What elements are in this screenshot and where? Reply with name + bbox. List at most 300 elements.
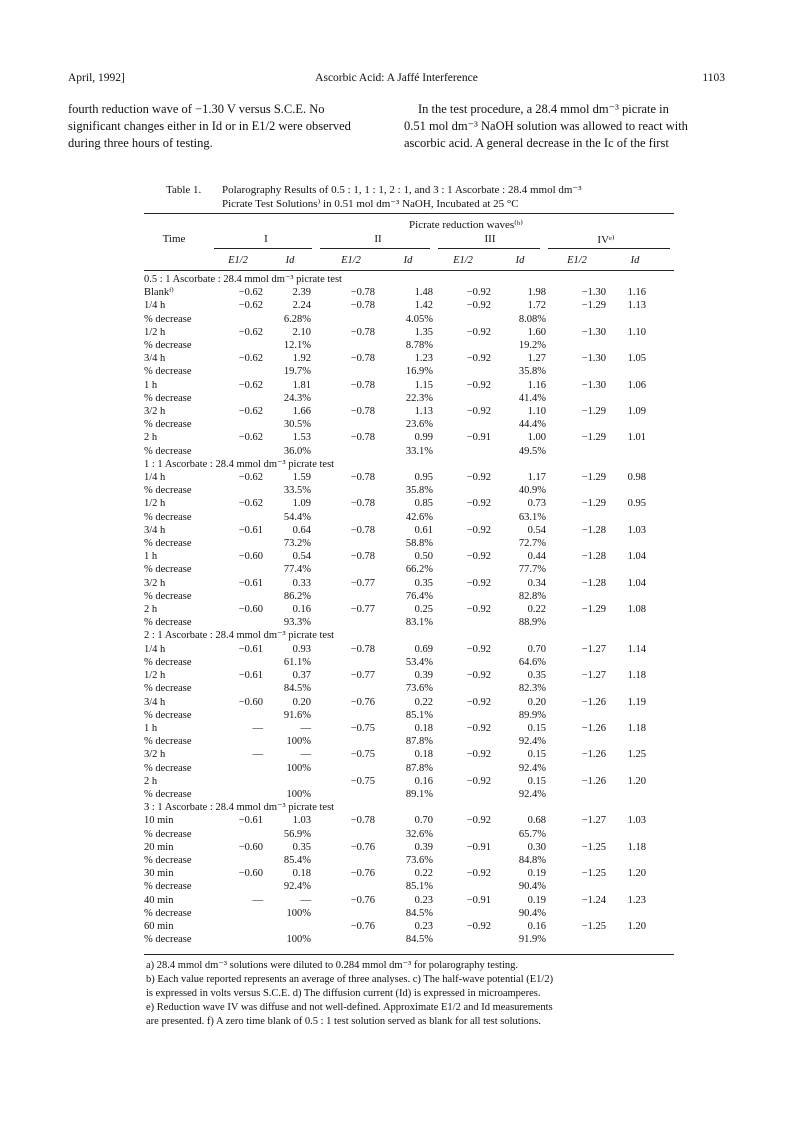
value-cell: 1.48 [414, 287, 433, 299]
value-cell: 0.85 [414, 498, 433, 510]
value-cell: 88.9% [518, 617, 546, 629]
value-cell: 1.23 [414, 353, 433, 365]
section-header-row [144, 801, 646, 814]
value-cell: 77.4% [283, 564, 311, 576]
value-cell: −0.60 [238, 604, 263, 616]
value-cell: 1.19 [627, 696, 646, 708]
value-cell: 100% [286, 907, 311, 919]
column-header-waves-group: Picrate reduction waves⁽ᵇ⁾ [409, 219, 523, 231]
value-cell: 2.10 [292, 326, 311, 338]
value-cell [433, 907, 491, 920]
value-cell [546, 788, 606, 801]
time-cell: 3/2 h [144, 749, 166, 761]
value-cell [546, 854, 606, 867]
value-cell [216, 788, 263, 801]
value-cell: 0.16 [414, 775, 433, 787]
value-cell: −0.61 [238, 643, 263, 655]
value-cell: 1.03 [627, 815, 646, 827]
subheader-e-half-2: E1/2 [341, 255, 361, 266]
value-cell: 49.5% [518, 445, 546, 457]
column-header-wave-4: IVᵉ⁾ [597, 234, 615, 246]
subheader-e-half-4: E1/2 [567, 255, 587, 266]
value-cell: 63.1% [518, 511, 546, 523]
value-cell [433, 788, 491, 801]
table-row [144, 696, 646, 709]
value-cell: 1.27 [527, 353, 546, 365]
value-cell: −0.60 [238, 696, 263, 708]
value-cell: 86.2% [283, 590, 311, 602]
value-cell: −1.28 [581, 577, 606, 589]
body-line: significant changes either in Id or in E1/2 were observed [68, 119, 351, 133]
value-cell: 85.1% [405, 709, 433, 721]
value-cell: −0.92 [466, 868, 491, 880]
time-cell: % decrease [144, 709, 192, 721]
value-cell: — [252, 894, 263, 906]
wave-3-span-rule [438, 248, 540, 249]
value-cell: 0.69 [414, 643, 433, 655]
value-cell: 1.13 [414, 406, 433, 418]
value-cell: 0.73 [527, 498, 546, 510]
table-row [144, 880, 646, 893]
table-row [144, 392, 646, 405]
value-cell [216, 762, 263, 775]
value-cell [433, 682, 491, 695]
footnote-line: a) 28.4 mmol dm⁻³ solutions were diluted to 0.284 mmol dm⁻³ for polarography testing. [146, 960, 519, 971]
value-cell: 0.22 [527, 604, 546, 616]
value-cell: −1.24 [581, 894, 606, 906]
table-row [144, 590, 646, 603]
table-row [144, 669, 646, 682]
table-row [144, 313, 646, 326]
value-cell: 54.4% [283, 511, 311, 523]
subheader-id-1: Id [285, 255, 295, 266]
value-cell [311, 418, 375, 431]
value-cell: 0.25 [414, 604, 433, 616]
value-cell: −0.92 [466, 815, 491, 827]
wave-1-span-rule [214, 248, 312, 249]
value-cell [311, 762, 375, 775]
value-cell: −0.62 [238, 379, 263, 391]
value-cell: 1.20 [627, 920, 646, 932]
value-cell [546, 762, 606, 775]
table-row [144, 722, 646, 735]
value-cell [216, 920, 263, 933]
value-cell [606, 656, 646, 669]
value-cell [216, 775, 263, 788]
table-row [144, 431, 646, 444]
value-cell: 0.54 [292, 551, 311, 563]
value-cell: 1.00 [527, 432, 546, 444]
table-row [144, 709, 646, 722]
value-cell: −0.76 [350, 841, 375, 853]
value-cell: 56.9% [283, 828, 311, 840]
value-cell: −0.92 [466, 643, 491, 655]
table-row [144, 788, 646, 801]
value-cell: −0.92 [466, 696, 491, 708]
value-cell: 1.35 [414, 326, 433, 338]
value-cell: −1.25 [581, 841, 606, 853]
value-cell [606, 365, 646, 378]
table-row [144, 511, 646, 524]
time-cell: 1/2 h [144, 326, 166, 338]
value-cell [311, 682, 375, 695]
value-cell: 92.4% [518, 736, 546, 748]
value-cell: 41.4% [518, 392, 546, 404]
time-cell: 1 h [144, 379, 158, 391]
value-cell: 91.9% [518, 934, 546, 946]
value-cell [546, 735, 606, 748]
body-text-right-column [404, 101, 730, 152]
value-cell [311, 590, 375, 603]
table-row [144, 643, 646, 656]
value-cell [311, 709, 375, 722]
footnote-line: e) Reduction wave IV was diffuse and not well-defined. Approximate E1/2 and Id measurements [146, 1002, 553, 1013]
value-cell [216, 511, 263, 524]
value-cell: −1.29 [581, 300, 606, 312]
time-cell: 40 min [144, 894, 174, 906]
value-cell: 1.18 [627, 841, 646, 853]
value-cell: 0.61 [414, 524, 433, 536]
value-cell: −0.78 [350, 498, 375, 510]
section-title: 2 : 1 Ascorbate : 28.4 mmol dm⁻³ picrate test [144, 630, 335, 642]
table-row [144, 656, 646, 669]
value-cell: 0.15 [527, 722, 546, 734]
value-cell: −0.78 [350, 815, 375, 827]
value-cell [606, 828, 646, 841]
value-cell: −0.92 [466, 300, 491, 312]
value-cell: 4.05% [405, 313, 433, 325]
value-cell [311, 563, 375, 576]
value-cell [546, 880, 606, 893]
time-cell: % decrease [144, 683, 192, 695]
value-cell: 8.08% [518, 313, 546, 325]
value-cell: 1.15 [414, 379, 433, 391]
value-cell: 6.28% [283, 313, 311, 325]
value-cell [433, 762, 491, 775]
time-cell: % decrease [144, 340, 192, 352]
value-cell: 1.16 [527, 379, 546, 391]
value-cell: 1.98 [527, 287, 546, 299]
value-cell: 1.13 [627, 300, 646, 312]
body-line: 0.51 mol dm⁻³ NaOH solution was allowed to react with [404, 119, 688, 133]
value-cell [546, 563, 606, 576]
value-cell [606, 392, 646, 405]
polarography-table [144, 273, 646, 946]
section-title: 1 : 1 Ascorbate : 28.4 mmol dm⁻³ picrate test [144, 458, 335, 470]
value-cell [433, 735, 491, 748]
value-cell: 87.8% [405, 736, 433, 748]
value-cell [433, 445, 491, 458]
value-cell [546, 484, 606, 497]
value-cell: −0.76 [350, 920, 375, 932]
value-cell: −0.92 [466, 353, 491, 365]
value-cell [546, 933, 606, 946]
value-cell [216, 445, 263, 458]
table-row [144, 933, 646, 946]
time-cell: % decrease [144, 881, 192, 893]
value-cell: −0.61 [238, 577, 263, 589]
value-cell: −0.75 [350, 722, 375, 734]
subheader-id-3: Id [515, 255, 525, 266]
value-cell: — [300, 894, 311, 906]
column-header-wave-2: II [374, 233, 382, 245]
value-cell [311, 313, 375, 326]
value-cell [433, 392, 491, 405]
value-cell [606, 445, 646, 458]
value-cell [311, 616, 375, 629]
table-bottom-rule [144, 954, 674, 955]
time-cell: 3/4 h [144, 696, 166, 708]
value-cell [311, 933, 375, 946]
value-cell: −1.28 [581, 551, 606, 563]
time-cell: % decrease [144, 617, 192, 629]
value-cell: −1.30 [581, 287, 606, 299]
value-cell: −0.78 [350, 472, 375, 484]
table-row [144, 405, 646, 418]
value-cell: 0.19 [527, 868, 546, 880]
value-cell: 0.18 [292, 868, 311, 880]
value-cell: 100% [286, 736, 311, 748]
value-cell: −0.76 [350, 696, 375, 708]
value-cell: −0.62 [238, 472, 263, 484]
value-cell: 1.14 [627, 643, 646, 655]
value-cell [216, 339, 263, 352]
value-cell [546, 418, 606, 431]
value-cell: −1.29 [581, 604, 606, 616]
value-cell [216, 563, 263, 576]
value-cell: 0.34 [527, 577, 546, 589]
value-cell: 84.5% [405, 907, 433, 919]
value-cell: 0.44 [527, 551, 546, 563]
value-cell: 100% [286, 762, 311, 774]
value-cell [216, 682, 263, 695]
value-cell [546, 537, 606, 550]
value-cell: — [300, 749, 311, 761]
value-cell: 40.9% [518, 485, 546, 497]
value-cell: 92.4% [518, 762, 546, 774]
value-cell [546, 590, 606, 603]
value-cell: −1.25 [581, 920, 606, 932]
value-cell [216, 709, 263, 722]
value-cell: −1.25 [581, 868, 606, 880]
value-cell: 90.4% [518, 881, 546, 893]
table-row [144, 418, 646, 431]
value-cell: −1.29 [581, 498, 606, 510]
value-cell [546, 445, 606, 458]
time-cell: % decrease [144, 313, 192, 325]
footnote-line: is expressed in volts versus S.C.E. d) The diffusion current (Id) is expressed in microamperes. [146, 988, 541, 999]
value-cell [606, 616, 646, 629]
value-cell [216, 365, 263, 378]
table-row [144, 445, 646, 458]
value-cell: 91.6% [283, 709, 311, 721]
value-cell [433, 828, 491, 841]
value-cell: 84.5% [405, 934, 433, 946]
time-cell: Blankᶠ⁾ [144, 287, 174, 299]
value-cell: 33.1% [405, 445, 433, 457]
header-bottom-rule [144, 270, 674, 271]
value-cell: 0.93 [292, 643, 311, 655]
value-cell [311, 907, 375, 920]
value-cell: −0.78 [350, 524, 375, 536]
value-cell: 0.15 [527, 749, 546, 761]
value-cell: 1.10 [527, 406, 546, 418]
value-cell [546, 511, 606, 524]
value-cell [311, 828, 375, 841]
value-cell [546, 339, 606, 352]
value-cell [433, 709, 491, 722]
value-cell: 84.8% [518, 854, 546, 866]
value-cell: 0.70 [414, 815, 433, 827]
value-cell: 0.30 [527, 841, 546, 853]
body-text-left-column [68, 101, 394, 152]
value-cell: −0.60 [238, 868, 263, 880]
table-row [144, 682, 646, 695]
value-cell: 1.03 [292, 815, 311, 827]
time-cell: % decrease [144, 538, 192, 550]
value-cell [606, 313, 646, 326]
value-cell: 1.53 [292, 432, 311, 444]
table-row [144, 775, 646, 788]
value-cell: 33.5% [283, 485, 311, 497]
time-cell: % decrease [144, 907, 192, 919]
value-cell: 66.2% [405, 564, 433, 576]
value-cell [606, 418, 646, 431]
value-cell: 64.6% [518, 656, 546, 668]
time-cell: 1/4 h [144, 300, 166, 312]
value-cell: 0.19 [527, 894, 546, 906]
time-cell: 1/2 h [144, 670, 166, 682]
value-cell [606, 854, 646, 867]
value-cell: −0.61 [238, 524, 263, 536]
value-cell: 93.3% [283, 617, 311, 629]
wave-4-span-rule [548, 248, 670, 249]
table-row [144, 524, 646, 537]
value-cell: −0.92 [466, 287, 491, 299]
value-cell: 58.8% [405, 538, 433, 550]
value-cell: 0.22 [414, 868, 433, 880]
value-cell [311, 854, 375, 867]
time-cell: 30 min [144, 868, 174, 880]
value-cell: 44.4% [518, 419, 546, 431]
table-row [144, 603, 646, 616]
value-cell: −0.76 [350, 868, 375, 880]
value-cell: 0.95 [414, 472, 433, 484]
value-cell: 1.17 [527, 472, 546, 484]
value-cell [216, 656, 263, 669]
value-cell: 19.2% [518, 340, 546, 352]
value-cell [311, 537, 375, 550]
value-cell: 16.9% [405, 366, 433, 378]
value-cell [606, 709, 646, 722]
value-cell [606, 735, 646, 748]
value-cell [216, 828, 263, 841]
time-cell: 20 min [144, 841, 174, 853]
value-cell: 22.3% [405, 392, 433, 404]
value-cell: −0.92 [466, 775, 491, 787]
value-cell: 1.05 [627, 353, 646, 365]
value-cell: 73.2% [283, 538, 311, 550]
time-cell: % decrease [144, 762, 192, 774]
value-cell: −0.78 [350, 643, 375, 655]
body-line: during three hours of testing. [68, 136, 213, 150]
value-cell: 24.3% [283, 392, 311, 404]
value-cell: 1.23 [627, 894, 646, 906]
value-cell: 0.99 [414, 432, 433, 444]
value-cell: −0.92 [466, 326, 491, 338]
value-cell [216, 590, 263, 603]
value-cell: 0.39 [414, 670, 433, 682]
value-cell [433, 616, 491, 629]
value-cell [216, 880, 263, 893]
time-cell: % decrease [144, 590, 192, 602]
value-cell [546, 313, 606, 326]
value-cell: — [252, 749, 263, 761]
value-cell: −1.29 [581, 432, 606, 444]
table-row [144, 907, 646, 920]
body-line: ascorbic acid. A general decrease in the Ic of the first [404, 136, 669, 150]
value-cell: −1.26 [581, 749, 606, 761]
value-cell: — [300, 722, 311, 734]
value-cell [606, 339, 646, 352]
value-cell [216, 537, 263, 550]
value-cell: 82.8% [518, 590, 546, 602]
value-cell: −1.30 [581, 353, 606, 365]
value-cell: 0.95 [627, 498, 646, 510]
value-cell [606, 762, 646, 775]
value-cell: 72.7% [518, 538, 546, 550]
value-cell [606, 590, 646, 603]
value-cell: 0.16 [292, 604, 311, 616]
value-cell: 0.20 [292, 696, 311, 708]
time-cell: % decrease [144, 656, 192, 668]
value-cell: 1.25 [627, 749, 646, 761]
time-cell: 2 h [144, 775, 158, 787]
value-cell [311, 484, 375, 497]
time-cell: % decrease [144, 419, 192, 431]
value-cell: −1.27 [581, 643, 606, 655]
time-cell: % decrease [144, 854, 192, 866]
value-cell: −0.78 [350, 432, 375, 444]
value-cell [433, 590, 491, 603]
value-cell: 0.39 [414, 841, 433, 853]
value-cell [311, 735, 375, 748]
value-cell: −0.62 [238, 326, 263, 338]
value-cell [311, 339, 375, 352]
value-cell [311, 788, 375, 801]
value-cell: −1.26 [581, 722, 606, 734]
value-cell: 1.09 [292, 498, 311, 510]
value-cell: 0.35 [527, 670, 546, 682]
value-cell: −0.61 [238, 670, 263, 682]
value-cell: 35.8% [518, 366, 546, 378]
value-cell [546, 656, 606, 669]
value-cell: 89.9% [518, 709, 546, 721]
value-cell [216, 392, 263, 405]
table-row [144, 484, 646, 497]
caption-line-2: Picrate Test Solutions⁾ in 0.51 mol dm⁻³ NaOH, Incubated at 25 °C [222, 198, 519, 210]
table-row [144, 365, 646, 378]
value-cell [606, 484, 646, 497]
value-cell: −0.91 [466, 432, 491, 444]
value-cell: −0.92 [466, 406, 491, 418]
value-cell: 100% [286, 934, 311, 946]
value-cell [433, 418, 491, 431]
value-cell: −1.26 [581, 775, 606, 787]
value-cell [216, 484, 263, 497]
value-cell: 0.20 [527, 696, 546, 708]
value-cell: 0.35 [414, 577, 433, 589]
